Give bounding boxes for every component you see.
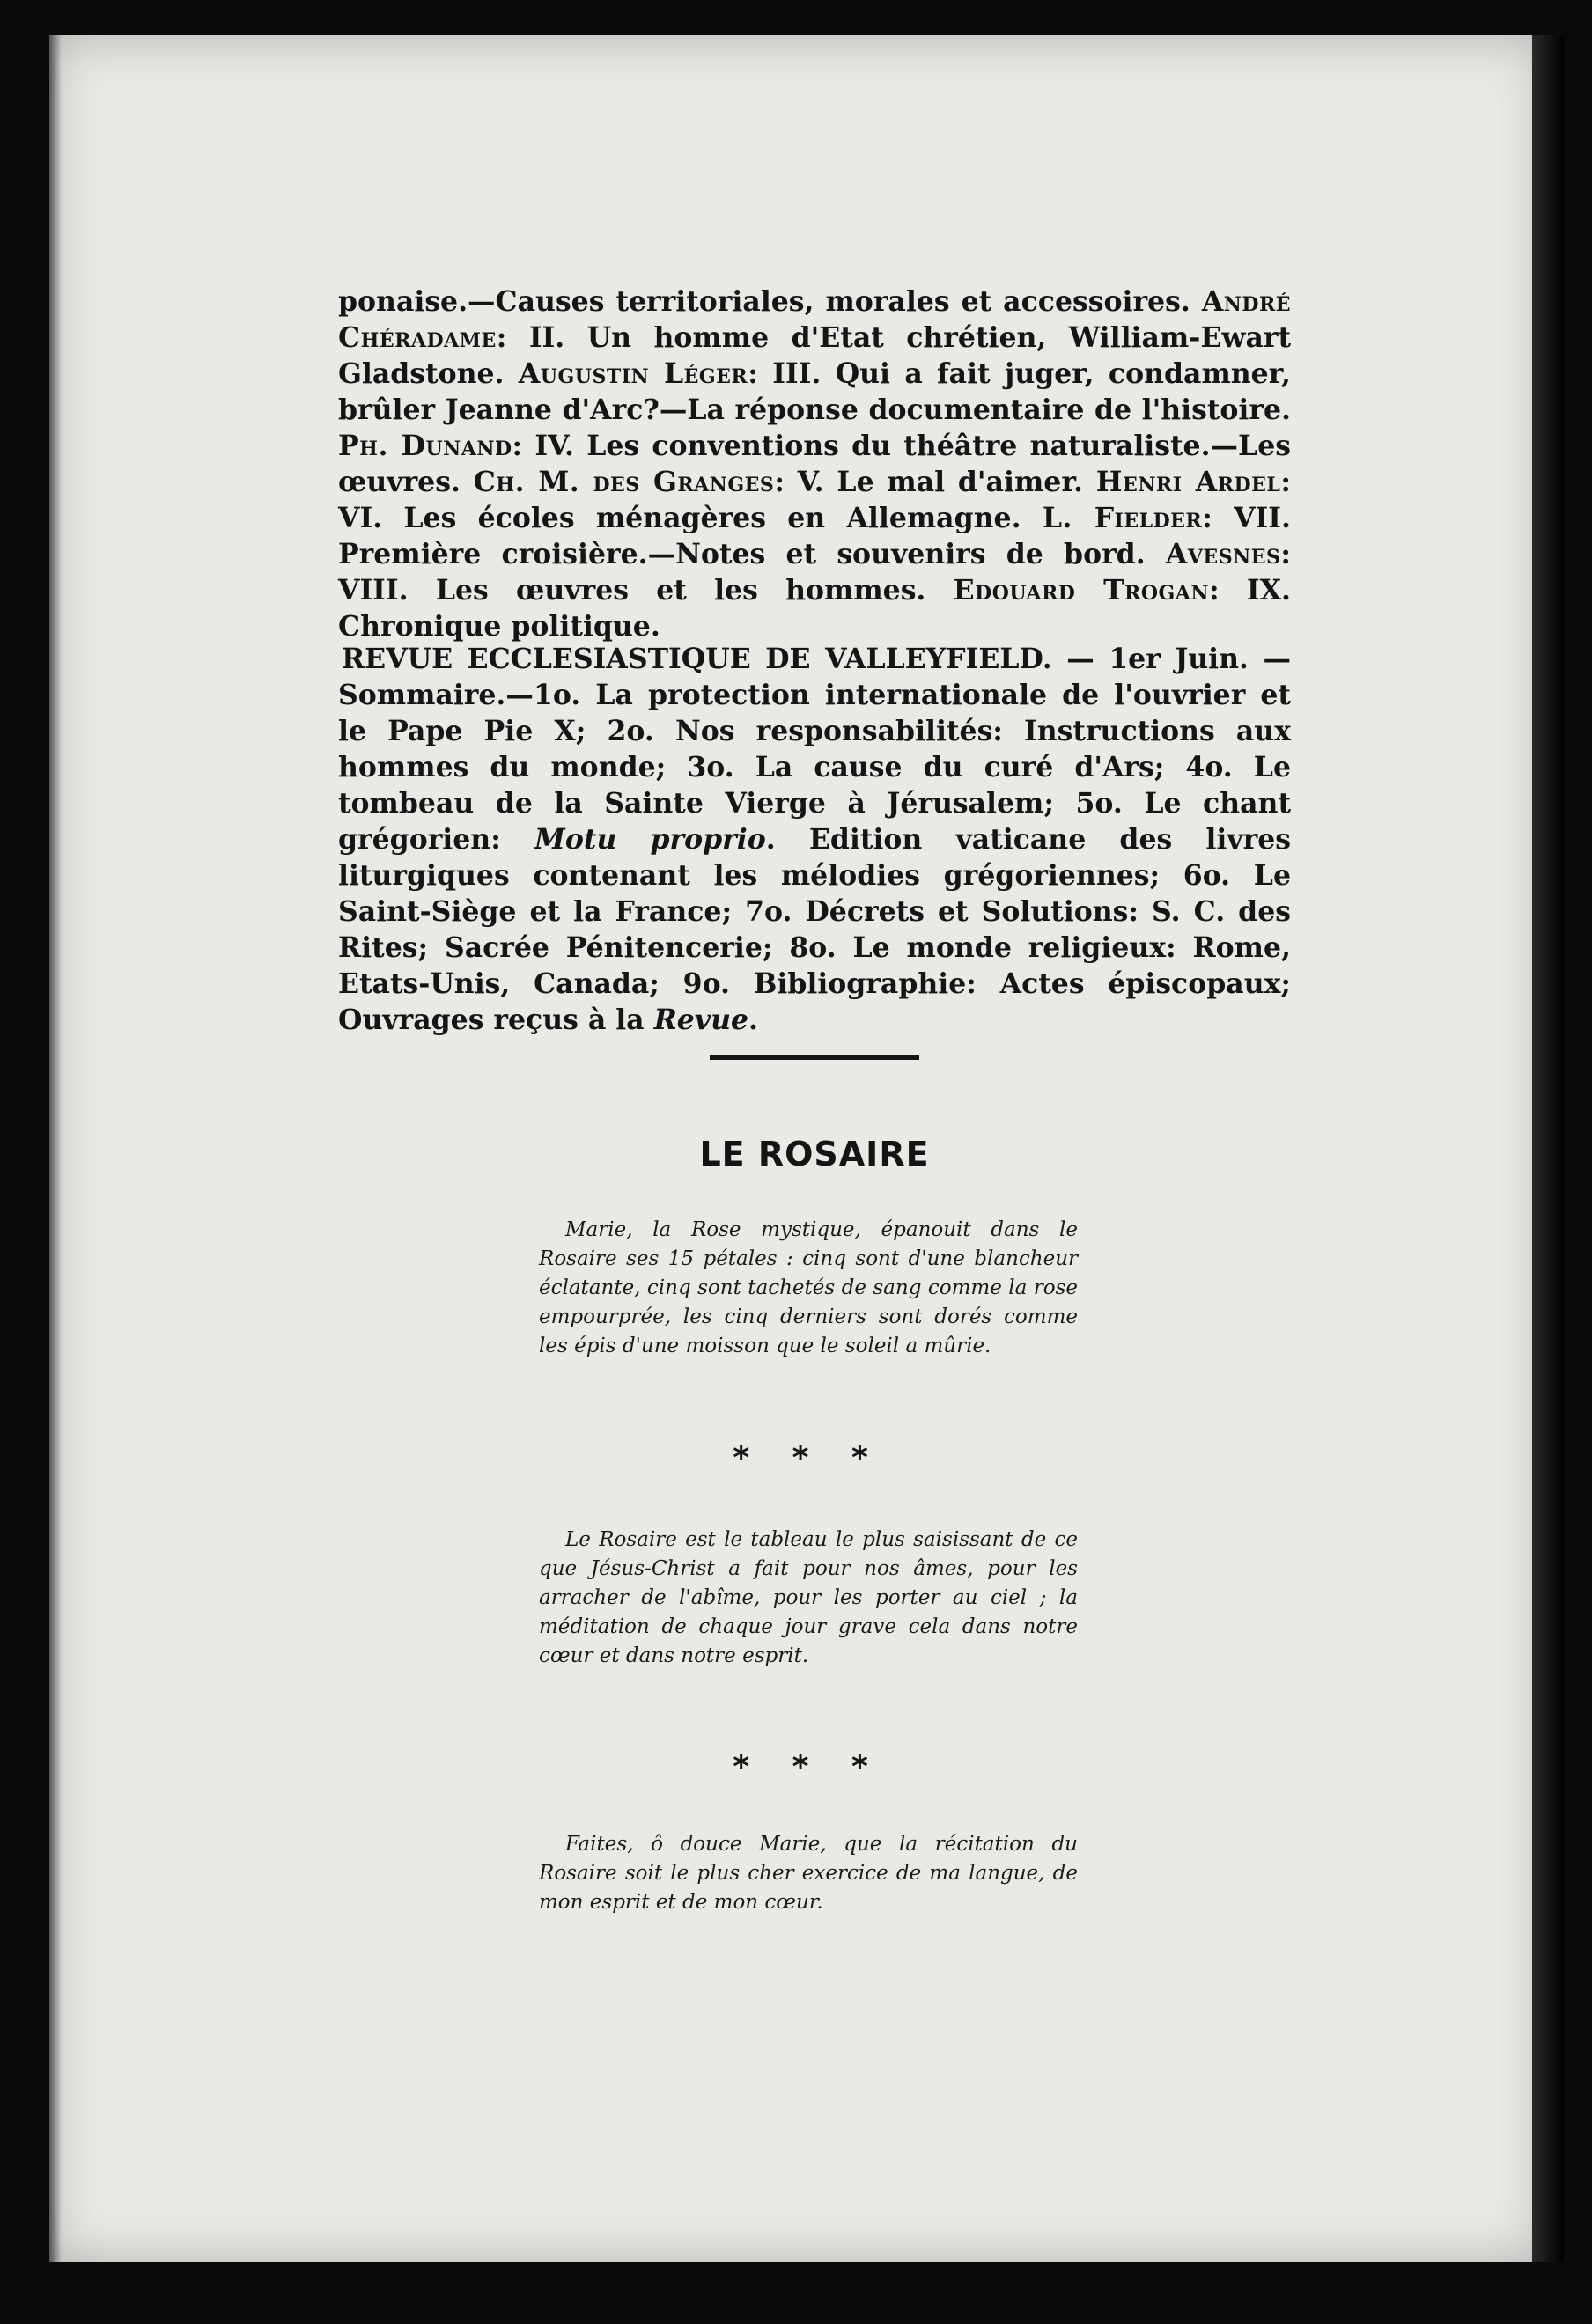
summary-text: . Edition vaticane des livres liturgiques contenant les mélodies grégoriennes; 6o. Le Saint-Siège et la France; 7o. Décrets et Solutions: S. C. des Rites; Sacrée Pénitencerie; 8o. Le monde religieux: Rome, Etats-Unis, Canada; 9o. Bibliographie: Actes épiscopaux; Ouvrages reçus à la	[338, 823, 1291, 1036]
summary-text: : VIII. Les œuvres et les hommes.	[338, 538, 1291, 607]
rosary-verse-3: Faites, ô douce Marie, que la récitation du Rosaire soit le plus cher exercice de ma langue, de mon esprit et de mon cœur.	[539, 1833, 1078, 1914]
asterism-1: * * *	[733, 1440, 884, 1476]
summary-text: : III. Qui a fait juger, condamner, brûler Jeanne d'Arc?—La réponse documentaire de l'histoire.	[338, 357, 1291, 426]
page-left-shadow	[49, 35, 62, 2262]
section-divider-rule	[710, 1055, 919, 1060]
summary-text: ponaise.—Causes territoriales, morales et accessoires.	[338, 285, 1190, 318]
summary-text: : VI. Les écoles ménagères en Allemagne.	[338, 466, 1291, 534]
summary-text: .	[748, 1004, 758, 1036]
summary-text: : V. Le mal d'aimer.	[774, 466, 1083, 498]
section-title: LE ROSAIRE	[699, 1135, 930, 1173]
italic-phrase: Motu proprio	[534, 823, 766, 856]
page-right-edge	[1532, 35, 1564, 2262]
author-name: Augustin Léger	[518, 357, 748, 390]
summary-text: : II. Un homme d'Etat chrétien, William-Ewart Gladstone.	[338, 321, 1291, 390]
author-name: Avesnes	[1165, 538, 1281, 570]
italic-phrase: Revue	[653, 1004, 749, 1036]
review-summary-paragraph	[338, 283, 1291, 644]
summary-text: : IX. Chronique politique.	[338, 574, 1292, 643]
author-name: André Chéradame	[338, 285, 1291, 354]
asterism-2: * * *	[733, 1749, 884, 1785]
summary-text: : VII. Première croisière.—Notes et souvenirs de bord.	[338, 502, 1291, 570]
summary-text: REVUE ECCLESIASTIQUE DE VALLEYFIELD. — 1er Juin. — Sommaire.—1o. La protection internationale de l'ouvrier et le Pape Pie X; 2o. Nos responsabilités: Instructions aux hommes du monde; 3o. La cause du curé d'Ars; 4o. Le tombeau de la Sainte Vierge à Jérusalem; 5o. Le chant grégorien:	[338, 643, 1291, 856]
author-name: Ph. Dunand	[338, 430, 512, 462]
author-name: L. Fielder	[1042, 502, 1203, 534]
valleyfield-review-paragraph	[338, 641, 1291, 1038]
author-name: Henri Ardel	[1095, 466, 1281, 498]
author-name: Ch. M. des Granges	[473, 466, 775, 498]
rosary-verse-2: Le Rosaire est le tableau le plus saisissant de ce que Jésus-Christ a fait pour nos âmes, pour les arracher de l'abîme, pour les porter au ciel ; la méditation de chaque jour grave cela dans notre cœur et dans notre esprit.	[539, 1528, 1078, 1667]
author-name: Edouard Trogan	[953, 574, 1209, 607]
rosary-verse-1: Marie, la Rose mystique, épanouit dans le Rosaire ses 15 pétales : cinq sont d'une blancheur éclatante, cinq sont tachetés de sang comme la rose empourprée, les cinq derniers sont dorés comme les épis d'une moisson que le soleil a mûrie.	[539, 1218, 1078, 1357]
summary-text: : IV. Les conventions du théâtre naturaliste.—Les œuvres.	[338, 430, 1291, 498]
